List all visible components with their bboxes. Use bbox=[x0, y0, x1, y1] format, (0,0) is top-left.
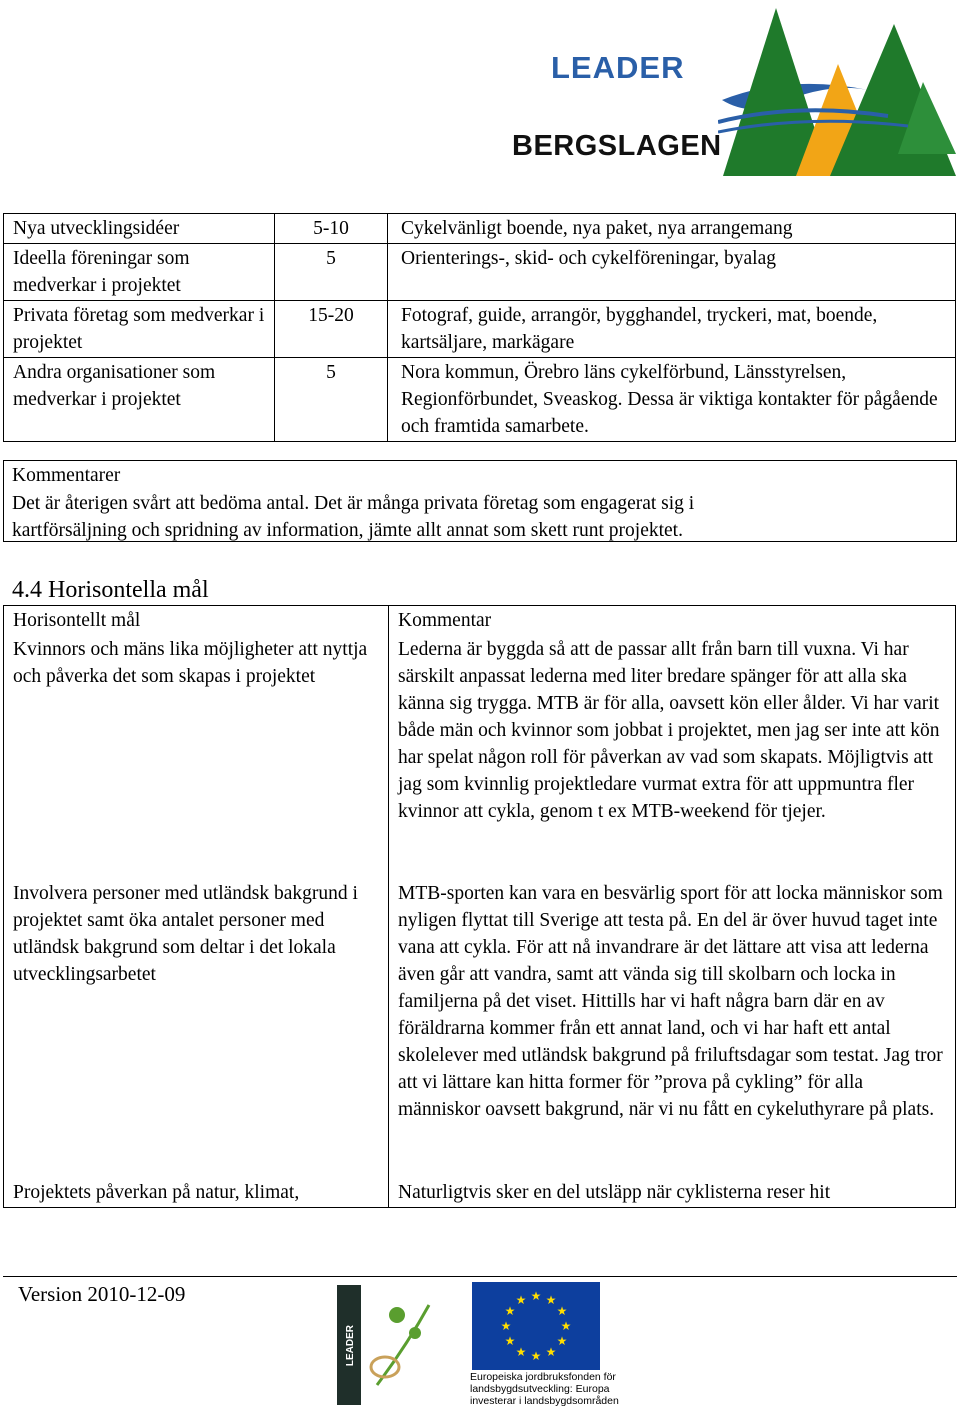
forest-logo-icon bbox=[718, 4, 958, 180]
leader-emblem-text: LEADER bbox=[345, 1325, 356, 1367]
goal-text: Involvera personer med utländsk bakgrund i projektet samt öka antalet personer med utländsk bakgrund som deltar i det lokala utvecklingsarbetet bbox=[13, 883, 358, 985]
comments-line: Det är återigen svårt att bedöma antal. Det är många privata företag som engagerat sig i bbox=[12, 493, 695, 514]
row-description: Nora kommun, Örebro läns cykelförbund, Länsstyrelsen, Regionförbundet, Sveaskog. Dessa är viktiga kontakter för pågående och framtida samarbete. bbox=[401, 362, 938, 437]
eu-caption-line: investerar i landsbygdsområden bbox=[470, 1395, 619, 1407]
row-description: Cykelvänligt boende, nya paket, nya arrangemang bbox=[401, 218, 793, 239]
version-text: Version 2010-12-09 bbox=[18, 1282, 186, 1306]
table-row bbox=[4, 214, 956, 244]
eu-star-icon: ★ bbox=[556, 1334, 568, 1348]
row-label: Privata företag som medverkar i projektet bbox=[13, 305, 265, 353]
eu-star-icon: ★ bbox=[504, 1334, 516, 1348]
row-count: 15-20 bbox=[308, 305, 354, 326]
table-row bbox=[4, 301, 956, 358]
eu-star-icon: ★ bbox=[560, 1319, 572, 1333]
comments-line: kartförsäljning och spridning av information, jämte allt annat som skett runt projektet. bbox=[12, 520, 683, 541]
comments-box bbox=[3, 460, 957, 542]
goal-text: Kvinnors och mäns lika möjligheter att nyttja och påverka det som skapas i projektet bbox=[13, 639, 368, 687]
row-label: Andra organisationer som medverkar i projektet bbox=[13, 362, 216, 410]
leader-emblem bbox=[337, 1285, 437, 1405]
logo-leader-text: LEADER bbox=[551, 50, 685, 85]
row-count: 5 bbox=[326, 248, 336, 269]
table-row bbox=[4, 879, 956, 1178]
table-row bbox=[4, 244, 956, 301]
section-title: 4.4 Horisontella mål bbox=[12, 577, 209, 603]
table-row bbox=[4, 1178, 956, 1208]
eu-caption-line: Europeiska jordbruksfonden för bbox=[470, 1371, 616, 1383]
participants-table bbox=[3, 213, 956, 442]
eu-star-icon: ★ bbox=[530, 1289, 542, 1303]
row-description: Orienterings-, skid- och cykelföreningar, byalag bbox=[401, 248, 777, 269]
row-label: Ideella föreningar som medverkar i projektet bbox=[13, 248, 190, 296]
logo-bergslagen-text: BERGSLAGEN bbox=[512, 130, 722, 162]
eu-stars-icon bbox=[472, 1282, 600, 1370]
eu-star-icon: ★ bbox=[530, 1349, 542, 1363]
eu-flag bbox=[472, 1282, 600, 1370]
col-header-goal: Horisontellt mål bbox=[13, 610, 141, 631]
horizontal-goals-table bbox=[3, 605, 956, 1208]
eu-star-icon: ★ bbox=[500, 1319, 512, 1333]
eu-star-icon: ★ bbox=[545, 1293, 557, 1308]
goal-text: Projektets påverkan på natur, klimat, bbox=[13, 1182, 300, 1203]
row-count: 5 bbox=[326, 362, 336, 383]
eu-star-icon: ★ bbox=[556, 1304, 568, 1318]
eu-star-icon: ★ bbox=[515, 1293, 527, 1308]
row-label: Nya utvecklingsidéer bbox=[13, 218, 180, 239]
col-header-comment: Kommentar bbox=[398, 610, 492, 631]
eu-caption bbox=[470, 1371, 619, 1407]
table-row bbox=[4, 635, 956, 879]
eu-star-icon: ★ bbox=[545, 1344, 557, 1359]
comment-text: Lederna är byggda så att de passar allt från barn till vuxna. Vi har särskilt anpassat lederna med liter bredare spänger för att alla ska känna sig trygga. MTB är för alla, oavsett kön eller ålder. Vi har varit både män och kvinnor som jobbat i projektet, men jag ser inte att kön har spelat någon roll för påverkan av vad som skapats. Möjligtvis att jag som kvinnlig projektledare vurmat extra för att uppmuntra fler kvinnor att cykla, genom t ex MTB-weekend för tjejer. bbox=[398, 639, 940, 822]
comments-heading: Kommentarer bbox=[12, 465, 121, 486]
row-count: 5-10 bbox=[313, 218, 349, 239]
row-description: Fotograf, guide, arrangör, bygghandel, tryckeri, mat, boende, kartsäljare, markägare bbox=[401, 305, 878, 353]
table-header-row bbox=[4, 606, 956, 636]
table-row bbox=[4, 358, 956, 442]
comment-text: MTB-sporten kan vara en besvärlig sport för att locka människor som nyligen flyttat till Sverige att testa på. En del är över huvud taget inte vana att cykla. För att nå invandrare är det lättare att visa att lederna även går att vandra, samt att vända sig till skolbarn och locka in familjerna på det viset. Hittills har vi haft några barn där en av föräldrarna kommer från ett annat land, och vi har haft ett antal skolelever med utländsk bakgrund på friluftsdagar som testat. Jag tror att vi lättare kan hitta former för ”prova på cykling” för alla människor oavsett bakgrund, när vi nu fått en cykeluthyrare på plats. bbox=[398, 883, 943, 1120]
eu-star-icon: ★ bbox=[504, 1304, 516, 1318]
footer-divider bbox=[3, 1276, 957, 1277]
comment-text: Naturligtvis sker en del utsläpp när cyklisterna reser hit bbox=[398, 1182, 831, 1203]
eu-caption-line: landsbygdsutveckling: Europa bbox=[470, 1383, 610, 1395]
eu-star-icon: ★ bbox=[515, 1344, 527, 1359]
